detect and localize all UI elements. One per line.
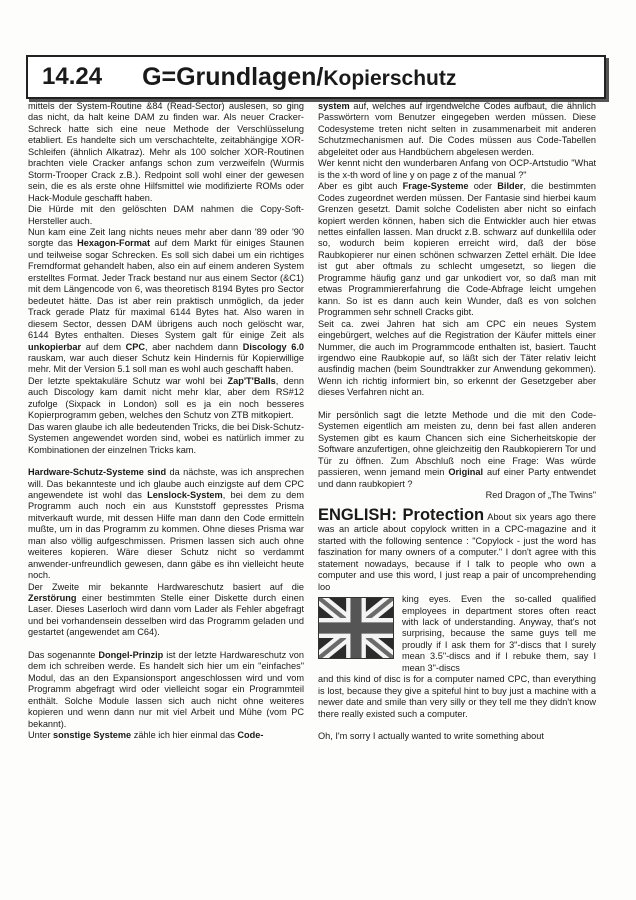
text-run: Aber es gibt auch (318, 181, 403, 192)
text-run: oder (468, 181, 498, 192)
bold-term: Discology 6.0 (242, 341, 304, 352)
flag-row (318, 594, 596, 674)
bold-term: sonstige Systeme (53, 730, 132, 741)
text-run: Nun kam eine Zeit lang nichts neues mehr aber dann '89 oder '90 sorgte das (28, 226, 304, 249)
left-column (28, 101, 304, 741)
bold-term: Hexagon-Format (77, 238, 151, 249)
english-paragraph: king eyes. Even the so-called qualified employees in department stores often react with lack of understanding. Anyway, that's not surprising, because the same guys tell me proudly if I ask them for 3"-discs that I surely mean 3.5"-discs and if I rebuke them, say I mean 3"-discs (402, 594, 596, 673)
text-run: , die bestimmten Codes zugeordnet werden müssen. Der Fantasie sind hierbei kaum Grenzen gesetzt. Damit solche Codelisten aber nicht so einfach kopiert werden können, haben sich die Entwickler auch hier etwas nettes einfallen lassen. Man druckt z.B. schwarz auf dunkellila oder so, wodurch beim kopieren erreicht wird, daß der böse Raubkopierer nur einen schönen schwarzen Zettel erhält. Die Idee ist gut aber oftmals zu schlecht umgesetzt, so liegen die Programme häufig ganz und gar unkodiert vor, so daß man mit etwas Programmiererfahrung die Code-Abfrage leicht umgehen kann. So ist es dann auch kein Wunder, daß es von solchen Programmen sehr schnell Cracks gibt. (318, 181, 597, 318)
text-run: auf dem Markt für einiges Staunen und teilweise sogar Schrecken. Es soll sich dabei um ein richtiges Fremdformat gehandelt haben, also ein auf einem anderen System erstelltes Format. Jeder Track bestand nur aus einem Sector (&C1) mit dem Längencode von 6, was theoretisch 8194 Bytes pro Sector bedeutet hätte. Das ist aber rein praktisch unmöglich, da jeder Track gerade Platz für maximal 6144 Bytes hat. Also waren in diesem Sector, dessen DAM übrigens auch noch gelöscht war, 6144 Bytes enthalten. Dieses System galt für einige Zeit als (28, 238, 304, 341)
text-run: , bei dem zu dem Programm auch noch ein aus Kunststoff gepresstes Prisma mitverkauft wurde, mit dessen Hilfe man dann den Code ermitteln mußte, um in das Programm zu kommen. Ohne dieses Prisma war man also völlig aufgeschmissen. Prismen lassen sich auch ohne weiteres kopieren. Wäre dieser Schutz nicht so verdammt anwender-unfreundlich gewesen, dann gäbe es ihn vielleicht heute noch. (28, 489, 304, 581)
left-paragraph: Das waren glaube ich alle bedeutenden Tricks, die bei Disk-Schutz-Systemen angewendet worden sind, wobei es natürlich immer zu Kombinationen der einzelnen Tricks kam. (28, 421, 304, 455)
text-run: ist der letzte Hardwareschutz von dem ich schreiben werde. Es handelt sich hier um ein "einfaches" Modul, das an den Expansionsport angeschlossen wird und vom Programm abgefragt wird oder vielleicht sogar ein Programmteil enthält. Solche Module lassen sich auch nicht ohne weiteres kopieren und wenn dann nur mit viel Arbeit und Mühe (vom PC bekannt). (28, 649, 304, 729)
text-run: auf dem (81, 341, 126, 352)
text-run: rauskam, war auch dieser Schutz kein Hindernis für Kopierwillige mehr. Mit der Version 5.1 soll man es wohl auch geschafft haben. (28, 352, 304, 375)
left-paragraph (28, 582, 304, 639)
english-paragraph (318, 507, 596, 593)
left-paragraph (28, 227, 304, 376)
page-header (26, 55, 606, 99)
union-jack-flag-icon (318, 597, 394, 659)
bold-term: Hardware-Schutz-Systeme sind (28, 467, 167, 478)
english-paragraph: Oh, I'm sorry I actually wanted to write something about (318, 731, 544, 742)
right-paragraph (318, 410, 596, 490)
bold-term: Code- (237, 730, 264, 741)
english-paragraph: and this kind of disc is for a computer named CPC, than everything is lost, because they give a spiteful hint to buy just a machine with a newer date and smile than very silly or they tell me they didn't know there really existed such a computer. (318, 674, 596, 719)
left-paragraph (28, 650, 304, 730)
text-run: About six years ago there was an article about copylock written in a CPC-magazine and it started with the following sentence : "Copylock - just the word has faszination for many owners of a computer." I don't agree with this statement nowadays, because if I talk to people who own a computer and use this word, I just reap a pair of uncomprehending loo (318, 512, 596, 592)
bold-term: Bilder (497, 181, 524, 192)
bold-term: Dongel-Prinzip (98, 649, 164, 660)
bold-term: Frage-Systeme (402, 181, 469, 192)
bold-term: Original (448, 467, 484, 478)
right-paragraph (318, 181, 596, 318)
bold-term: system (318, 101, 350, 111)
text-run: auf einer Party entwendet und dann raubkopiert ? (318, 467, 596, 489)
left-paragraph: mittels der System-Routine &84 (Read-Sector) auslesen, so ging das nicht, da halt keine DAM zu finden war. Als neuer Cracker-Schreck hatte sich eine neue Methode der Verschlüsselung etabliert. Es handelte sich um verschachtelte, zeitabhängige XOR-Schleifen (ähnlich Alkatraz). Mehr als 100 solcher XOR-Routinen brachten viele Cracker anfangs schon zum verzweifeln (Wurmis Storm-Trooper Crack z.B.). Redpoint soll wohl einer der gewesen sein, die es als erste ohne Hilfsmittel wie modifizierte ROMs oder Hack-Module geschafft haben. (28, 101, 304, 203)
text-run: da nächste, was ich ansprechen will. Das bekannteste und ich glaube auch einzigste auf dem CPC angewendete ist wohl das (28, 467, 305, 500)
bold-term: Zerstörung (28, 593, 77, 604)
right-paragraph: Wer kennt nicht den wunderbaren Anfang von OCP-Artstudio "What is the x-th word of line y on page z of the manual ?" (318, 158, 596, 180)
left-paragraph (28, 376, 304, 422)
text-run: , aber nachdem dann (145, 341, 243, 352)
text-run: auf, welches auf irgendwelche Codes aufbaut, die ähnlich Passwörtern vom Benutzer eingegeben werden müssen. Diese Codesysteme treten nicht selten in zusammenarbeit mit anderen Schutzmechanismen auf. Die Codes müssen aus Code-Tabellen abgeleitet oder aus Handbüchern abgelesen werden. (318, 101, 596, 157)
right-paragraph (318, 101, 596, 158)
section-title (142, 63, 456, 92)
left-paragraph (28, 467, 304, 582)
text-run: , denn auch Discology kam damit nicht mehr klar, aber dem RS#12 zufolge (Sixpack in London) soll es ja ein noch besseres Kopierprogramm geben, welches den Schutz von ZTB mitkopiert. (28, 375, 304, 421)
right-paragraph: Seit ca. zwei Jahren hat sich am CPC ein neues System eingebürgert, welches auf die Registration der Käufer mittels einer Nummer, die auch im Programmcode enthalten ist, basiert. Taucht irgendwo eine Raubkopie auf, so läßt sich der Täter relativ leicht ausfindig machen (beim Soundtrakker zur Anwendung gekommen). Wenn ich richtig informiert bin, so erkennt der Gesetzgeber aber dieses Verfahren nicht an. (318, 318, 596, 398)
left-paragraph: Die Hürde mit den gelöschten DAM nahmen die Copy-Soft-Hersteller auch. (28, 204, 304, 226)
section-number: 14.24 (42, 63, 103, 90)
bold-term: Zap'T'Balls (227, 375, 276, 386)
text-run: Mir persönlich sagt die letzte Methode und die mit den Code-Systemen eigentlich am meisten zu, denn bei fast allen anderen Systemen gibt es kaum Chancen sich eine Sicherheitskopie der Software anzufertigen, ohne gleichzeitig den Raubkopierern Tor und Tür zu öffnen. Zum Abschluß noch eine Frage: Was würde passieren, wenn jemand mein (318, 409, 596, 478)
left-paragraph (28, 730, 304, 741)
bold-term: Lenslock-System (147, 489, 223, 500)
text-run: Der Zweite mir bekannte Hardwareschutz basiert auf die (28, 581, 304, 592)
text-run: zähle ich hier einmal das (131, 730, 238, 741)
section-title-main: G=Grundlagen/ (142, 62, 324, 91)
right-column (318, 101, 596, 743)
text-run: Unter (28, 730, 54, 741)
english-heading: ENGLISH: Protection (318, 506, 485, 525)
bold-term: unkopierbar (28, 341, 82, 352)
text-run: einer bestimmten Stelle einer Diskette durch einen Laser. Dieses Laserloch wird dann vom Lader als Fehler abgefragt und bei vorhandensein desselben wird das Programm geladen und gestartet (angewendet am C64). (28, 593, 304, 638)
bold-term: CPC (125, 341, 146, 352)
author-signature: Red Dragon of „The Twins" (485, 489, 596, 500)
text-run: Das sogenannte (28, 649, 99, 660)
text-run: Der letzte spektakuläre Schutz war wohl bei (28, 375, 228, 386)
section-subtitle: Kopierschutz (323, 66, 457, 90)
